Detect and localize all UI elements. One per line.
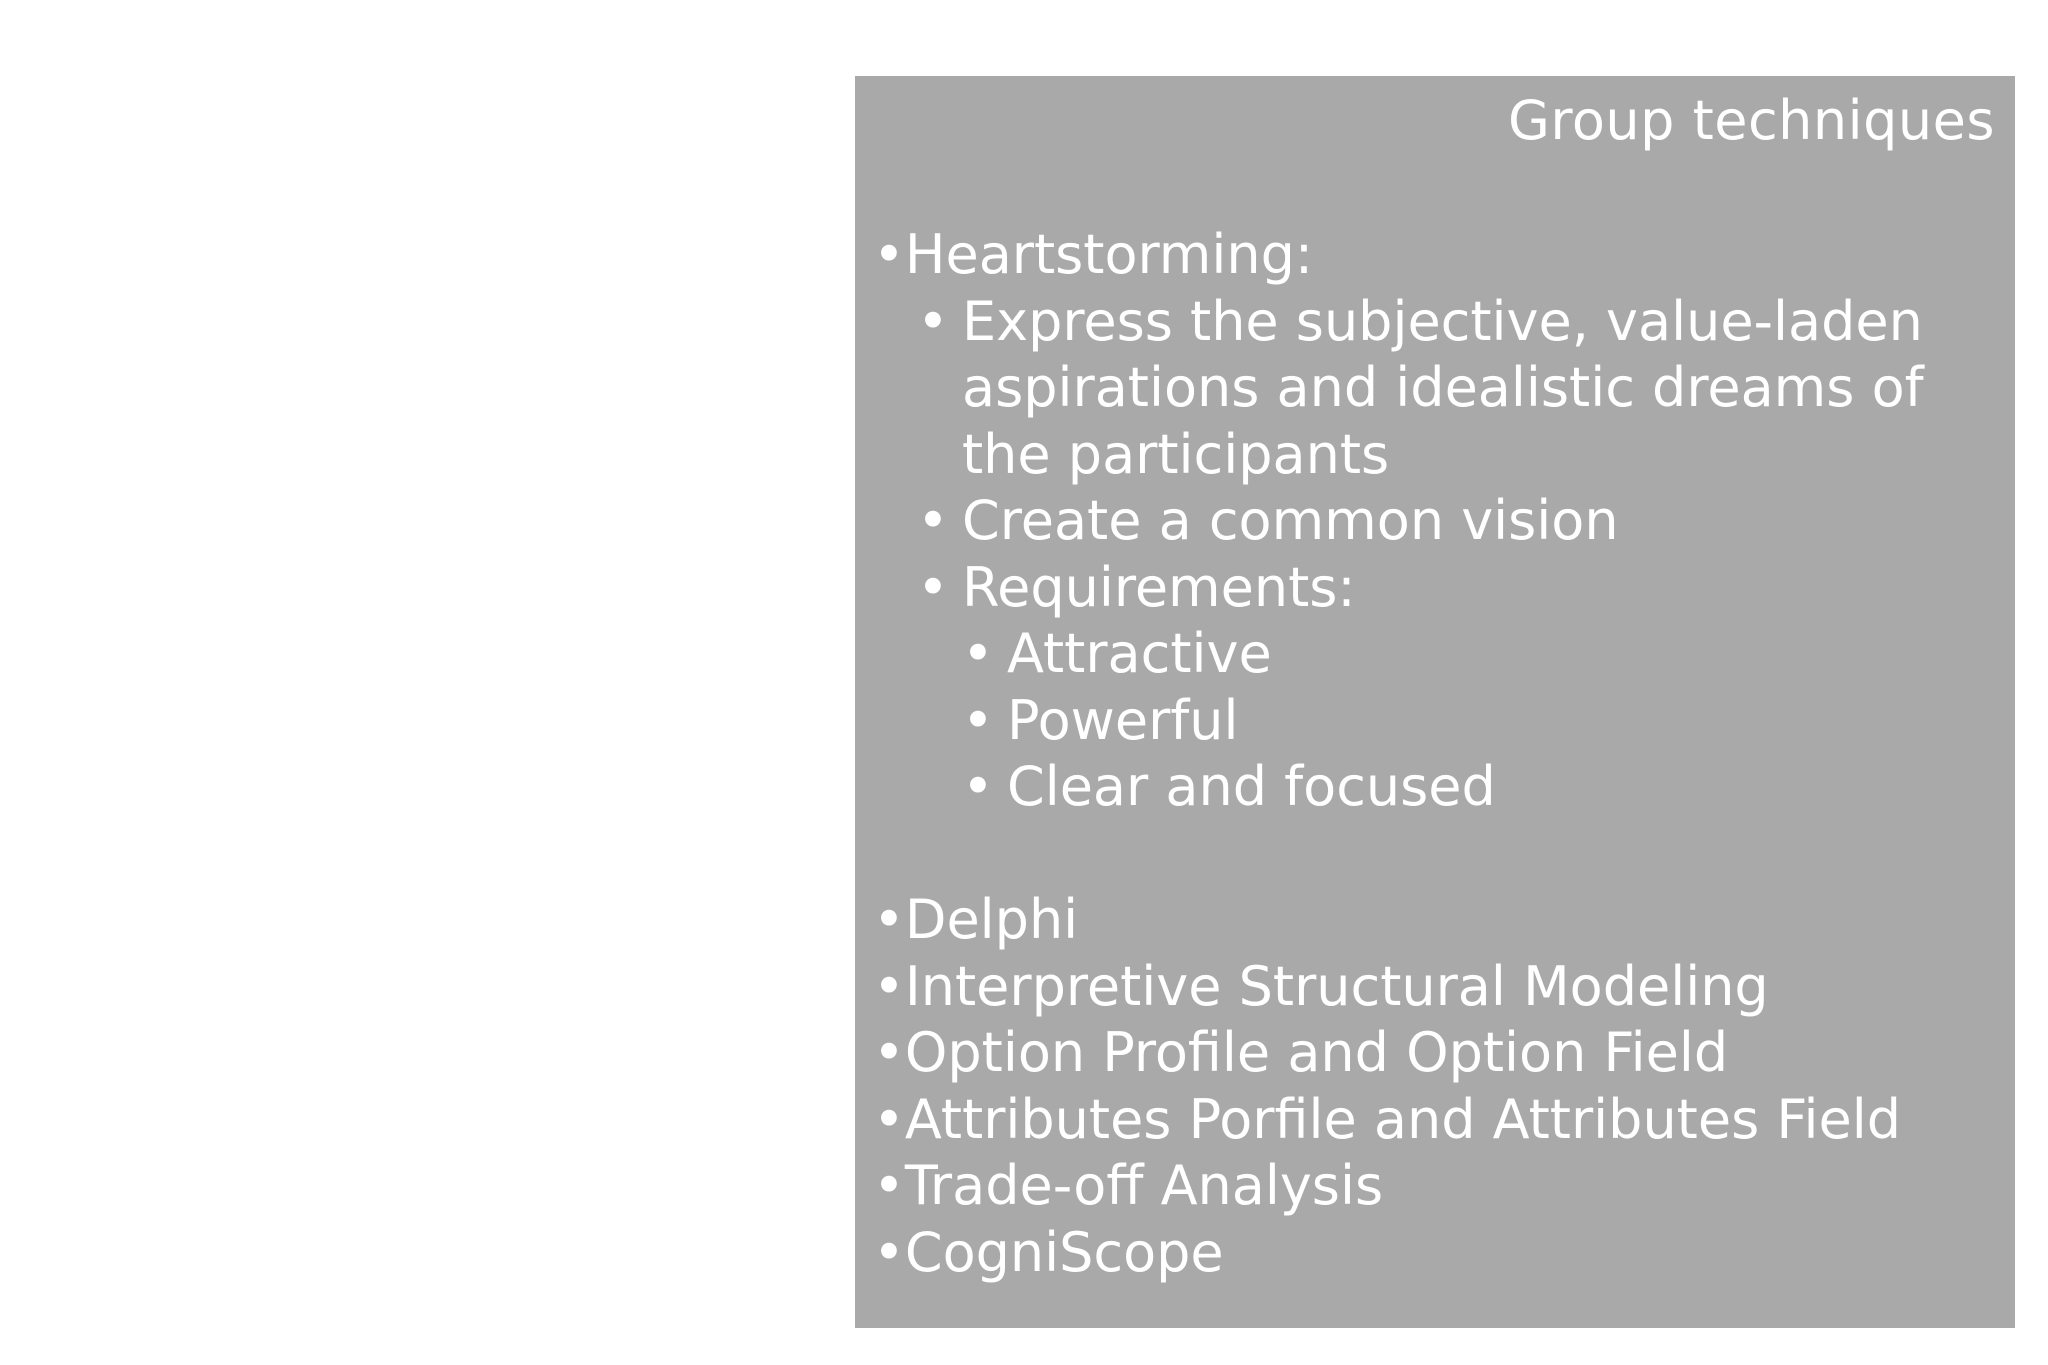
technique-text: Interpretive Structural Modeling [904, 954, 1769, 1018]
bullet-icon: • [917, 289, 949, 353]
sub-item-express-continued [873, 355, 2003, 422]
bullet-list [873, 222, 2003, 1286]
requirement-text: Powerful [1007, 688, 1239, 752]
bullet-icon: • [873, 1220, 905, 1284]
requirement-item [873, 621, 2003, 688]
bullet-icon: • [873, 223, 905, 286]
list-item-technique [873, 887, 2003, 954]
bullet-icon: • [873, 954, 905, 1018]
bullet-icon: • [962, 688, 994, 752]
list-item-technique [873, 1020, 2003, 1087]
bullet-icon: • [873, 1087, 905, 1151]
list-item-heartstorming [873, 222, 2003, 289]
sub-item-express [873, 289, 2003, 356]
sub-item-text: Create a common vision [962, 489, 1619, 552]
sub-item-text: the participants [962, 422, 1390, 486]
requirement-item [873, 688, 2003, 755]
technique-text: CogniScope [904, 1220, 1224, 1284]
technique-text: Option Profile and Option Field [904, 1021, 1729, 1084]
list-item-technique [873, 1087, 2003, 1154]
sub-item-vision [873, 488, 2003, 555]
sub-item-text: Requirements: [962, 555, 1356, 619]
bullet-icon: • [873, 888, 905, 951]
sub-item-text: aspirations and idealistic dreams of [962, 356, 1924, 419]
bullet-icon: • [873, 1021, 905, 1084]
list-item-technique [873, 954, 2003, 1021]
technique-text: Trade-off Analysis [904, 1154, 1384, 1217]
requirement-text: Clear and focused [1007, 755, 1496, 818]
sub-item-text: Express the subjective, value-laden [962, 289, 1923, 353]
list-item-technique [873, 1220, 2003, 1287]
bullet-icon: • [962, 755, 994, 818]
requirement-item [873, 754, 2003, 821]
heartstorming-label: Heartstorming: [904, 223, 1314, 286]
technique-text: Attributes Porfile and Attributes Field [904, 1087, 1902, 1151]
list-item-technique [873, 1153, 2003, 1220]
technique-text: Delphi [904, 888, 1079, 951]
bullet-icon: • [962, 622, 994, 685]
requirement-text: Attractive [1007, 622, 1272, 685]
spacer [873, 821, 2003, 888]
sub-item-express-continued [873, 422, 2003, 489]
bullet-icon: • [917, 555, 949, 619]
bullet-icon: • [917, 489, 949, 552]
bullet-icon: • [873, 1154, 905, 1217]
panel-title: Group techniques [1508, 89, 1995, 152]
sub-item-requirements [873, 555, 2003, 622]
content-panel [855, 76, 2015, 1328]
